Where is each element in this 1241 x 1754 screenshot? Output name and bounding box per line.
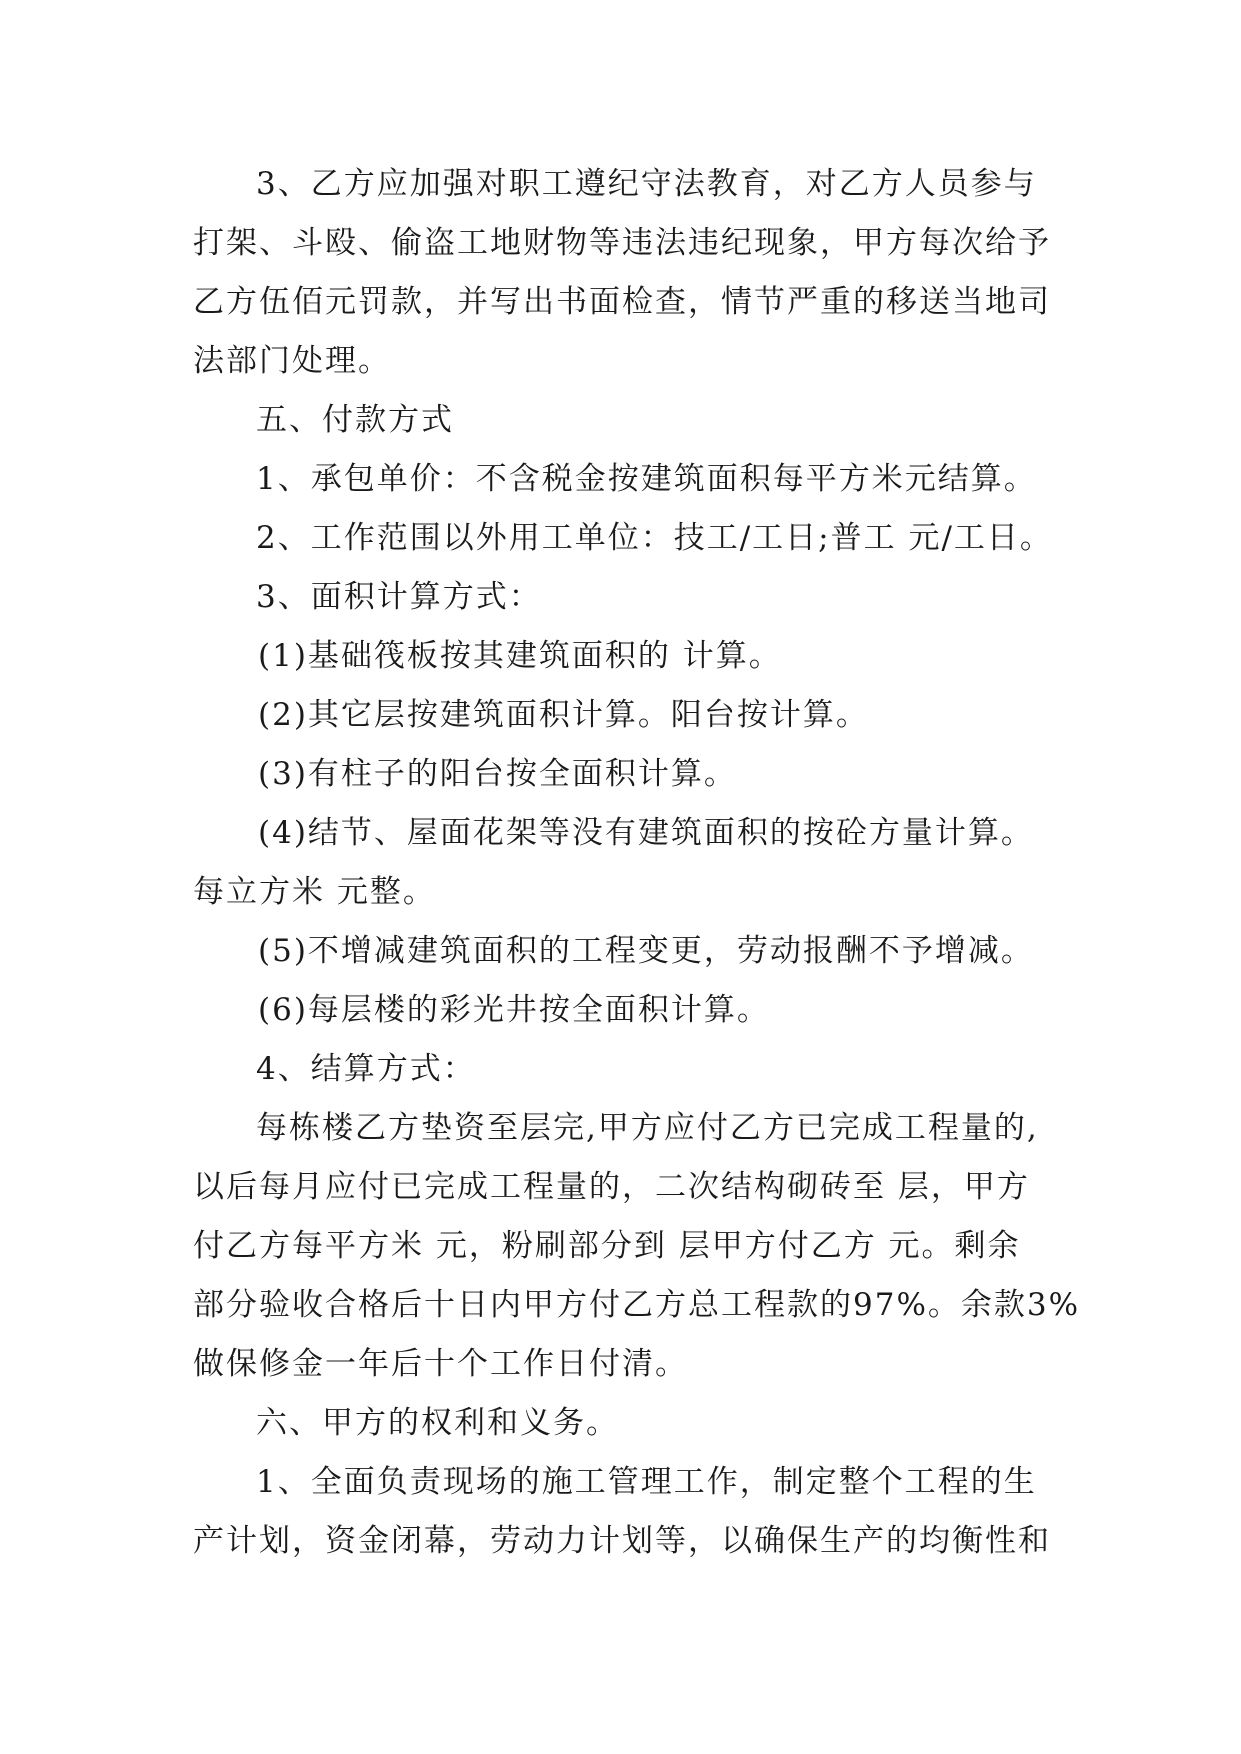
list-item: (3)有柱子的阳台按全面积计算。 xyxy=(258,756,737,792)
list-item: (1)基础筏板按其建筑面积的 计算。 xyxy=(258,638,782,674)
list-item: (4)结节、屋面花架等没有建筑面积的按砼方量计算。 xyxy=(258,815,1034,851)
paragraph-line: 打架、斗殴、偷盗工地财物等违法违纪现象，甲方每次给予 xyxy=(193,225,1051,261)
list-item: (5)不增减建筑面积的工程变更，劳动报酬不予增减。 xyxy=(258,933,1034,969)
paragraph-line: 3、乙方应加强对职工遵纪守法教育，对乙方人员参与 xyxy=(256,166,1037,202)
paragraph-line: 付乙方每平方米 元，粉刷部分到 层甲方付乙方 元。剩余 xyxy=(193,1228,1021,1264)
paragraph-line: 2、工作范围以外用工单位：技工/工日;普工 元/工日。 xyxy=(256,520,1053,556)
paragraph-line: 4、结算方式： xyxy=(256,1051,476,1087)
paragraph-line: 乙方伍佰元罚款，并写出书面检查，情节严重的移送当地司 xyxy=(193,284,1051,320)
list-item: (2)其它层按建筑面积计算。阳台按计算。 xyxy=(258,697,869,733)
paragraph-line: 做保修金一年后十个工作日付清。 xyxy=(193,1346,688,1382)
paragraph-line: 3、面积计算方式： xyxy=(256,579,542,615)
paragraph-line: 以后每月应付已完成工程量的，二次结构砌砖至 层，甲方 xyxy=(193,1169,1030,1205)
section-heading: 五、付款方式 xyxy=(256,402,454,438)
section-heading: 六、甲方的权利和义务。 xyxy=(256,1405,619,1441)
paragraph-line: 1、承包单价：不含税金按建筑面积每平方米元结算。 xyxy=(256,461,1037,497)
paragraph-line: 1、全面负责现场的施工管理工作，制定整个工程的生 xyxy=(256,1464,1037,1500)
paragraph-line: 每立方米 元整。 xyxy=(193,874,436,910)
paragraph-line: 法部门处理。 xyxy=(193,343,391,379)
list-item: (6)每层楼的彩光井按全面积计算。 xyxy=(258,992,770,1028)
paragraph-line: 产计划，资金闭幕，劳动力计划等，以确保生产的均衡性和 xyxy=(193,1523,1051,1559)
paragraph-line: 每栋楼乙方垫资至层完,甲方应付乙方已完成工程量的, xyxy=(256,1110,1039,1146)
paragraph-line: 部分验收合格后十日内甲方付乙方总工程款的97%。余款3% xyxy=(193,1287,1081,1323)
